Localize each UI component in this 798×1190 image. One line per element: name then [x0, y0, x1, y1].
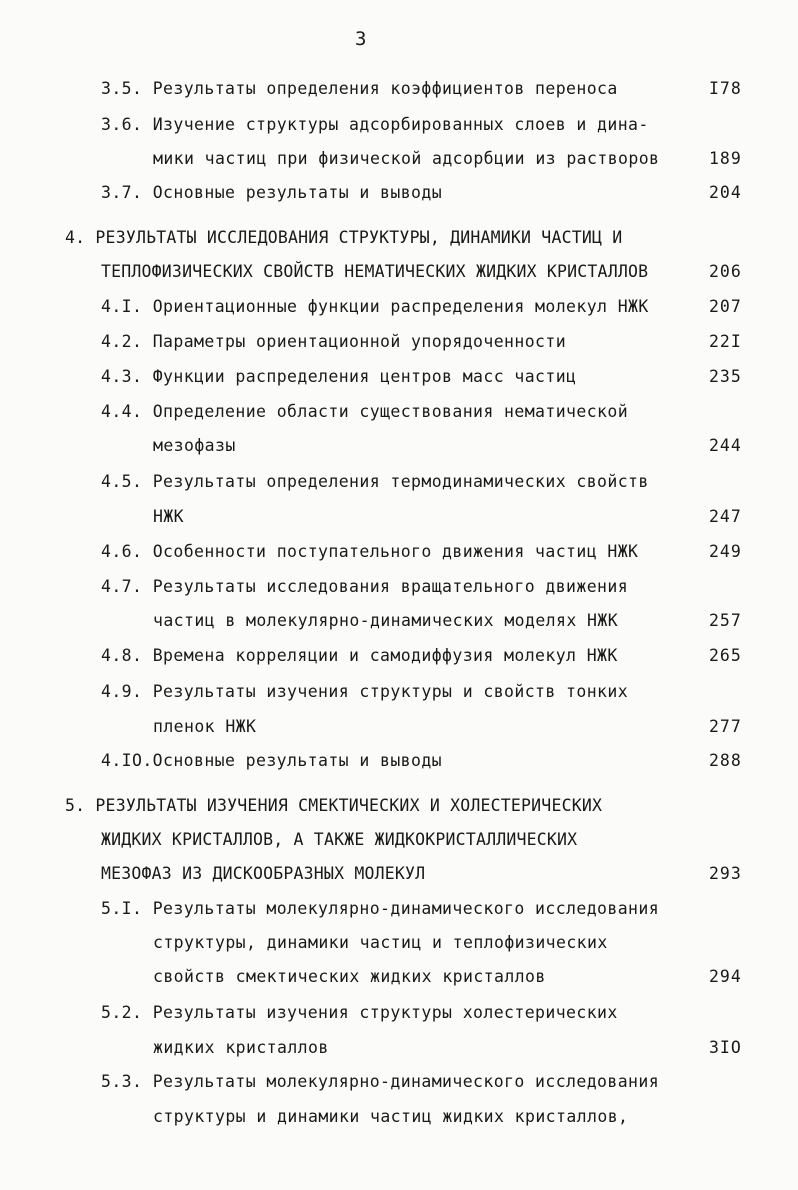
page-ref: 235	[709, 367, 742, 386]
section-number: 4.I.	[101, 297, 143, 316]
section-title: Основные результаты и выводы	[152, 183, 443, 202]
page-ref: 3IO	[709, 1038, 742, 1057]
section-title-continuation: жидких кристаллов	[153, 1038, 329, 1057]
chapter-number: 5.	[65, 796, 86, 815]
toc-chapter-5	[65, 795, 602, 817]
page-ref: 204	[709, 183, 742, 202]
toc-chapter-4	[65, 227, 622, 249]
section-title-continuation: структуры и динамики частиц жидких кристаллов,	[153, 1107, 629, 1126]
chapter-title-continuation: ЖИДКИХ КРИСТАЛЛОВ, А ТАКЖЕ ЖИДКОКРИСТАЛЛИЧЕСКИХ	[101, 830, 578, 849]
section-number: 5.I.	[101, 899, 143, 918]
toc-entry-3-7	[101, 182, 442, 204]
section-number: 3.7.	[101, 183, 143, 202]
toc-entry-4-6	[101, 541, 638, 563]
section-title-continuation: свойств смектических жидких кристаллов	[153, 967, 546, 986]
section-title: Ориентационные функции распределения молекул НЖК	[152, 297, 649, 316]
toc-entry-5-1	[101, 898, 659, 920]
section-title: Определение области существования нематической	[152, 402, 629, 421]
section-title: Результаты определения коэффициентов переноса	[152, 79, 618, 98]
page-ref: 22I	[709, 332, 742, 351]
section-title: Основные результаты и выводы	[152, 751, 443, 770]
toc-entry-4-9	[101, 681, 628, 703]
page-ref: I78	[709, 79, 742, 98]
page-ref: 294	[709, 967, 742, 986]
page-ref: 277	[709, 717, 742, 736]
toc-entry-4-7	[101, 576, 628, 598]
toc-entry-4-10	[101, 750, 442, 772]
chapter-title-continuation: МЕЗОФАЗ ИЗ ДИСКООБРАЗНЫХ МОЛЕКУЛ	[101, 864, 426, 883]
section-number: 4.7.	[101, 577, 143, 596]
toc-entry-4-2	[101, 331, 566, 353]
section-title-continuation: мики частиц при физической адсорбции из растворов	[153, 149, 660, 168]
section-number: 3.6.	[101, 115, 143, 134]
section-number: 4.5.	[101, 472, 143, 491]
toc-entry-4-8	[101, 645, 618, 667]
page-ref: 249	[709, 542, 742, 561]
page-ref: 247	[709, 507, 742, 526]
section-number: 4.3.	[101, 367, 143, 386]
section-number: 4.8.	[101, 646, 143, 665]
toc-entry-5-3	[101, 1071, 659, 1093]
section-title: Результаты определения термодинамических свойств	[152, 472, 649, 491]
section-number: 4.9.	[101, 682, 143, 701]
section-title-continuation: частиц в молекулярно-динамических моделях НЖК	[153, 611, 619, 630]
section-number: 4.IO.	[101, 751, 153, 770]
toc-entry-4-3	[101, 366, 576, 388]
section-title: Изучение структуры адсорбированных слоев и дина-	[152, 115, 649, 134]
section-title: Параметры ориентационной упорядоченности	[152, 332, 567, 351]
section-number: 5.3.	[101, 1072, 143, 1091]
page-ref: 257	[709, 611, 742, 630]
section-title: Результаты изучения структуры холестерических	[152, 1003, 618, 1022]
section-number: 5.2.	[101, 1003, 143, 1022]
section-number: 3.5.	[101, 79, 143, 98]
page-ref: 265	[709, 646, 742, 665]
section-title-continuation: мезофазы	[153, 436, 236, 455]
page-ref: 244	[709, 436, 742, 455]
section-title: Функции распределения центров масс частиц	[152, 367, 577, 386]
page-number: 3	[355, 28, 368, 50]
page-ref: 189	[709, 149, 742, 168]
toc-entry-5-2	[101, 1002, 618, 1024]
section-title-continuation: пленок НЖК	[153, 717, 257, 736]
chapter-number: 4.	[65, 228, 86, 247]
chapter-title: РЕЗУЛЬТАТЫ ИССЛЕДОВАНИЯ СТРУКТУРЫ, ДИНАМИКИ ЧАСТИЦ И	[95, 228, 623, 247]
chapter-title: РЕЗУЛЬТАТЫ ИЗУЧЕНИЯ СМЕКТИЧЕСКИХ И ХОЛЕСТЕРИЧЕСКИХ	[95, 796, 603, 815]
section-title: Результаты молекулярно-динамического исследования	[152, 899, 660, 918]
section-title-continuation: НЖК	[153, 507, 185, 526]
section-number: 4.4.	[101, 402, 143, 421]
page-ref: 207	[709, 297, 742, 316]
page-ref: 206	[709, 262, 742, 281]
section-title: Результаты молекулярно-динамического исследования	[152, 1072, 660, 1091]
toc-entry-4-5	[101, 471, 649, 493]
page-ref: 293	[709, 864, 742, 883]
section-title: Времена корреляции и самодиффузия молекул НЖК	[152, 646, 618, 665]
toc-entry-3-6	[101, 114, 649, 136]
section-title: Результаты исследования вращательного движения	[152, 577, 629, 596]
section-title-continuation: структуры, динамики частиц и теплофизических	[153, 933, 608, 952]
page-ref: 288	[709, 751, 742, 770]
toc-entry-4-4	[101, 401, 628, 423]
section-number: 4.2.	[101, 332, 143, 351]
section-title: Особенности поступательного движения частиц НЖК	[152, 542, 639, 561]
section-number: 4.6.	[101, 542, 143, 561]
toc-entry-4-1	[101, 296, 649, 318]
chapter-title-continuation: ТЕПЛОФИЗИЧЕСКИХ СВОЙСТВ НЕМАТИЧЕСКИХ ЖИДКИХ КРИСТАЛЛОВ	[101, 262, 649, 281]
section-title: Результаты изучения структуры и свойств тонких	[152, 682, 629, 701]
toc-entry-3-5	[101, 78, 618, 100]
